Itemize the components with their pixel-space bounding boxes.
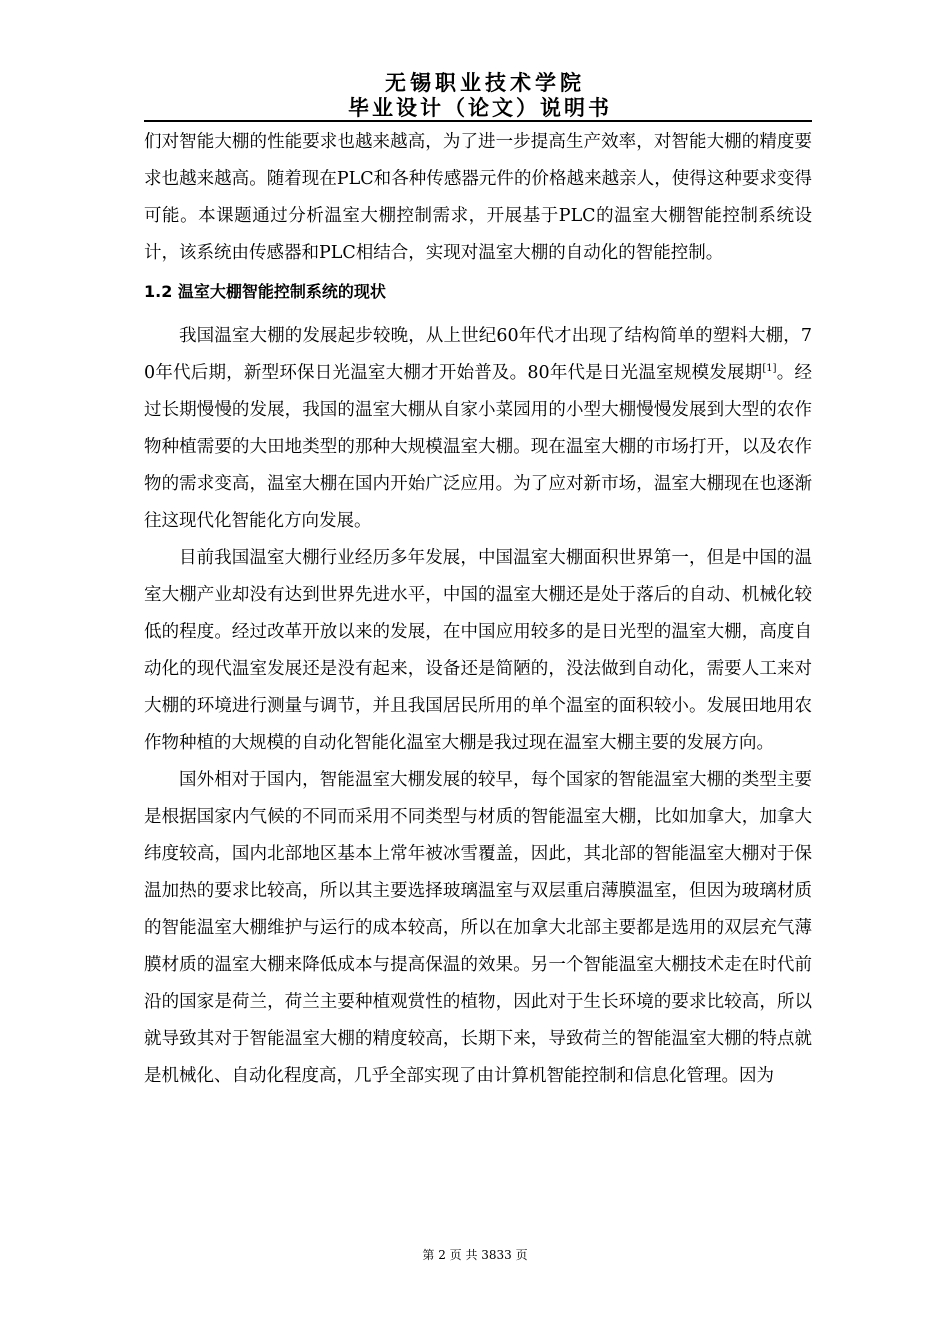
header-divider	[144, 120, 812, 122]
paragraph-1	[144, 318, 812, 540]
page-body	[144, 124, 812, 1095]
page-number-footer: 第 2 页 共 3833 页	[422, 1248, 528, 1262]
citation-marker: [1]	[762, 363, 777, 375]
paragraph-1-text-b: 。经过长期慢慢的发展，我国的温室大棚从自家小菜园用的小型大棚慢慢发展到大型的农作物种植需要的大田地类型的那种大规模温室大棚。现在温室大棚的市场打开，以及农作物的需求变高，温室大棚在国内开始广泛应用。为了应对新市场，温室大棚现在也逐渐往这现代化智能化方向发展。	[144, 363, 813, 531]
page-header	[0, 70, 950, 120]
section-heading: 1.2 温室大棚智能控制系统的现状	[144, 282, 386, 301]
paragraph-1-text-a: 我国温室大棚的发展起步较晚，从上世纪60年代才出现了结构简单的塑料大棚，70年代后期，新型环保日光温室大棚才开始普及。80年代是日光温室规模发展期	[144, 326, 812, 383]
document-type-title: 毕业设计（论文）说明书	[348, 96, 612, 120]
paragraph-continued: 们对智能大棚的性能要求也越来越高，为了进一步提高生产效率，对智能大棚的精度要求也越来越高。随着现在PLC和各种传感器元件的价格越来越亲人，使得这种要求变得可能。本课题通过分析温室大棚控制需求，开展基于PLC的温室大棚智能控制系统设计，该系统由传感器和PLC相结合，实现对温室大棚的自动化的智能控制。	[144, 132, 812, 263]
school-name: 无锡职业技术学院	[385, 71, 585, 95]
paragraph-2: 目前我国温室大棚行业经历多年发展，中国温室大棚面积世界第一，但是中国的温室大棚产业却没有达到世界先进水平，中国的温室大棚还是处于落后的自动、机械化较低的程度。经过改革开放以来的发展，在中国应用较多的是日光型的温室大棚，高度自动化的现代温室发展还是没有起来，设备还是简陋的，没法做到自动化，需要人工来对大棚的环境进行测量与调节，并且我国居民所用的单个温室的面积较小。发展田地用农作物种植的大规模的自动化智能化温室大棚是我过现在温室大棚主要的发展方向。	[144, 548, 812, 753]
paragraph-3: 国外相对于国内，智能温室大棚发展的较早，每个国家的智能温室大棚的类型主要是根据国家内气候的不同而采用不同类型与材质的智能温室大棚，比如加拿大，加拿大纬度较高，国内北部地区基本上常年被冰雪覆盖，因此，其北部的智能温室大棚对于保温加热的要求比较高，所以其主要选择玻璃温室与双层重启薄膜温室，但因为玻璃材质的智能温室大棚维护与运行的成本较高，所以在加拿大北部主要都是选用的双层充气薄膜材质的温室大棚来降低成本与提高保温的效果。另一个智能温室大棚技术走在时代前沿的国家是荷兰，荷兰主要种植观赏性的植物，因此对于生长环境的要求比较高，所以就导致其对于智能温室大棚的精度较高，长期下来，导致荷兰的智能温室大棚的特点就是机械化、自动化程度高，几乎全部实现了由计算机智能控制和信息化管理。因为	[144, 770, 812, 1086]
